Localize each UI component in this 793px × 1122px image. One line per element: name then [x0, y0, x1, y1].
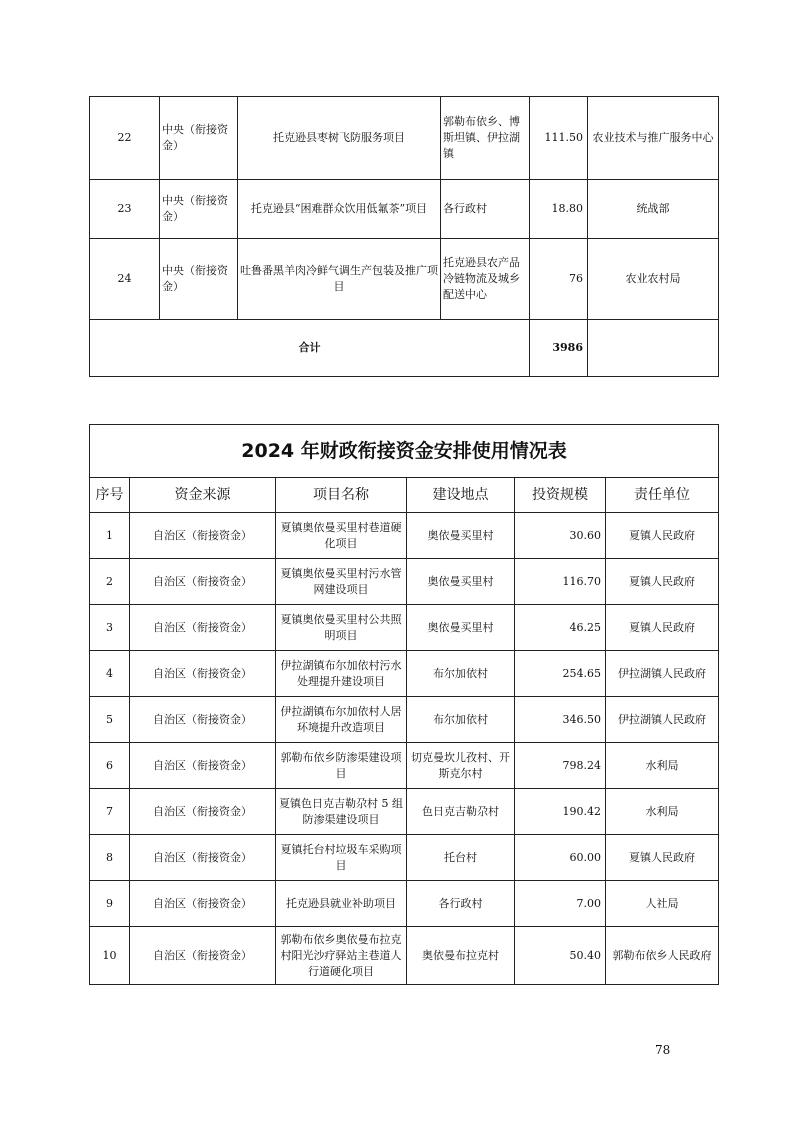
table-row [90, 513, 719, 559]
cell-unit: 人社局 [606, 881, 719, 927]
cell-unit: 农业农村局 [588, 239, 719, 320]
cell-no: 10 [90, 927, 130, 985]
cell-no: 23 [90, 180, 160, 239]
cell-location: 奥依曼买里村 [407, 513, 515, 559]
table-row [90, 927, 719, 985]
cell-location: 切克曼坎儿孜村、开斯克尔村 [407, 743, 515, 789]
total-label: 合计 [90, 320, 530, 377]
header-no: 序号 [90, 478, 130, 513]
cell-source: 自治区（衔接资金） [130, 881, 276, 927]
cell-amount: 346.50 [515, 697, 606, 743]
cell-project: 托克逊县枣树飞防服务项目 [238, 97, 441, 180]
header-location: 建设地点 [407, 478, 515, 513]
table-row [90, 835, 719, 881]
cell-location: 奥依曼买里村 [407, 605, 515, 651]
cell-unit: 农业技术与推广服务中心 [588, 97, 719, 180]
cell-amount: 50.40 [515, 927, 606, 985]
total-unit-empty [588, 320, 719, 377]
table-row [90, 605, 719, 651]
cell-source: 中央（衔接资金） [160, 239, 238, 320]
cell-location: 奥依曼布拉克村 [407, 927, 515, 985]
cell-source: 自治区（衔接资金） [130, 789, 276, 835]
cell-project: 托克逊县就业补助项目 [276, 881, 407, 927]
table-row [90, 789, 719, 835]
cell-location: 各行政村 [407, 881, 515, 927]
cell-no: 22 [90, 97, 160, 180]
header-row [90, 478, 719, 513]
cell-no: 7 [90, 789, 130, 835]
cell-unit: 夏镇人民政府 [606, 605, 719, 651]
cell-no: 1 [90, 513, 130, 559]
cell-source: 中央（衔接资金） [160, 180, 238, 239]
cell-project: 托克逊县“困难群众饮用低氟茶”项目 [238, 180, 441, 239]
cell-location: 托克逊县农产品冷链物流及城乡配送中心 [441, 239, 530, 320]
cell-no: 9 [90, 881, 130, 927]
cell-source: 自治区（衔接资金） [130, 927, 276, 985]
cell-no: 8 [90, 835, 130, 881]
header-project: 项目名称 [276, 478, 407, 513]
cell-location: 布尔加依村 [407, 697, 515, 743]
cell-unit: 夏镇人民政府 [606, 559, 719, 605]
cell-unit: 伊拉湖镇人民政府 [606, 697, 719, 743]
cell-source: 自治区（衔接资金） [130, 605, 276, 651]
cell-project: 夏镇奥依曼买里村巷道硬化项目 [276, 513, 407, 559]
cell-location: 布尔加依村 [407, 651, 515, 697]
cell-amount: 254.65 [515, 651, 606, 697]
cell-amount: 46.25 [515, 605, 606, 651]
cell-amount: 18.80 [530, 180, 588, 239]
cell-unit: 统战部 [588, 180, 719, 239]
table-row [90, 881, 719, 927]
table-row [90, 97, 719, 180]
table-row [90, 559, 719, 605]
cell-no: 3 [90, 605, 130, 651]
cell-location: 色日克吉勒尕村 [407, 789, 515, 835]
funding-table-2024 [89, 424, 719, 985]
cell-source: 自治区（衔接资金） [130, 513, 276, 559]
table-row [90, 239, 719, 320]
cell-project: 吐鲁番黑羊肉冷鲜气调生产包装及推广项目 [238, 239, 441, 320]
cell-amount: 76 [530, 239, 588, 320]
cell-no: 2 [90, 559, 130, 605]
cell-source: 自治区（衔接资金） [130, 743, 276, 789]
cell-unit: 伊拉湖镇人民政府 [606, 651, 719, 697]
cell-project: 郭勒布依乡防渗渠建设项目 [276, 743, 407, 789]
cell-location: 各行政村 [441, 180, 530, 239]
table-row [90, 697, 719, 743]
table-row [90, 743, 719, 789]
header-source: 资金来源 [130, 478, 276, 513]
funding-table-continued [89, 96, 719, 377]
cell-location: 郭勒布依乡、博斯坦镇、伊拉湖镇 [441, 97, 530, 180]
cell-amount: 116.70 [515, 559, 606, 605]
cell-no: 6 [90, 743, 130, 789]
cell-amount: 60.00 [515, 835, 606, 881]
cell-amount: 798.24 [515, 743, 606, 789]
cell-unit: 夏镇人民政府 [606, 513, 719, 559]
table-row [90, 180, 719, 239]
cell-unit: 水利局 [606, 789, 719, 835]
cell-source: 自治区（衔接资金） [130, 559, 276, 605]
cell-no: 4 [90, 651, 130, 697]
table-row [90, 651, 719, 697]
header-amount: 投资规模 [515, 478, 606, 513]
cell-no: 24 [90, 239, 160, 320]
cell-amount: 190.42 [515, 789, 606, 835]
cell-project: 夏镇色日克吉勒尕村 5 组防渗渠建设项目 [276, 789, 407, 835]
table-title: 2024 年财政衔接资金安排使用情况表 [90, 425, 719, 478]
cell-location: 托台村 [407, 835, 515, 881]
cell-unit: 水利局 [606, 743, 719, 789]
cell-no: 5 [90, 697, 130, 743]
cell-amount: 111.50 [530, 97, 588, 180]
cell-project: 伊拉湖镇布尔加依村人居环境提升改造项目 [276, 697, 407, 743]
cell-location: 奥依曼买里村 [407, 559, 515, 605]
cell-project: 郭勒布依乡奥依曼布拉克村阳光沙疗驿站主巷道人行道硬化项目 [276, 927, 407, 985]
cell-project: 夏镇奥依曼买里村污水管网建设项目 [276, 559, 407, 605]
cell-unit: 夏镇人民政府 [606, 835, 719, 881]
total-value: 3986 [530, 320, 588, 377]
cell-project: 伊拉湖镇布尔加依村污水处理提升建设项目 [276, 651, 407, 697]
cell-source: 自治区（衔接资金） [130, 651, 276, 697]
cell-source: 自治区（衔接资金） [130, 835, 276, 881]
cell-unit: 郭勒布依乡人民政府 [606, 927, 719, 985]
cell-amount: 30.60 [515, 513, 606, 559]
page-number: 78 [655, 1043, 671, 1057]
cell-source: 中央（衔接资金） [160, 97, 238, 180]
cell-amount: 7.00 [515, 881, 606, 927]
cell-project: 夏镇奥依曼买里村公共照明项目 [276, 605, 407, 651]
header-unit: 责任单位 [606, 478, 719, 513]
cell-project: 夏镇托台村垃圾车采购项目 [276, 835, 407, 881]
total-row [90, 320, 719, 377]
cell-source: 自治区（衔接资金） [130, 697, 276, 743]
